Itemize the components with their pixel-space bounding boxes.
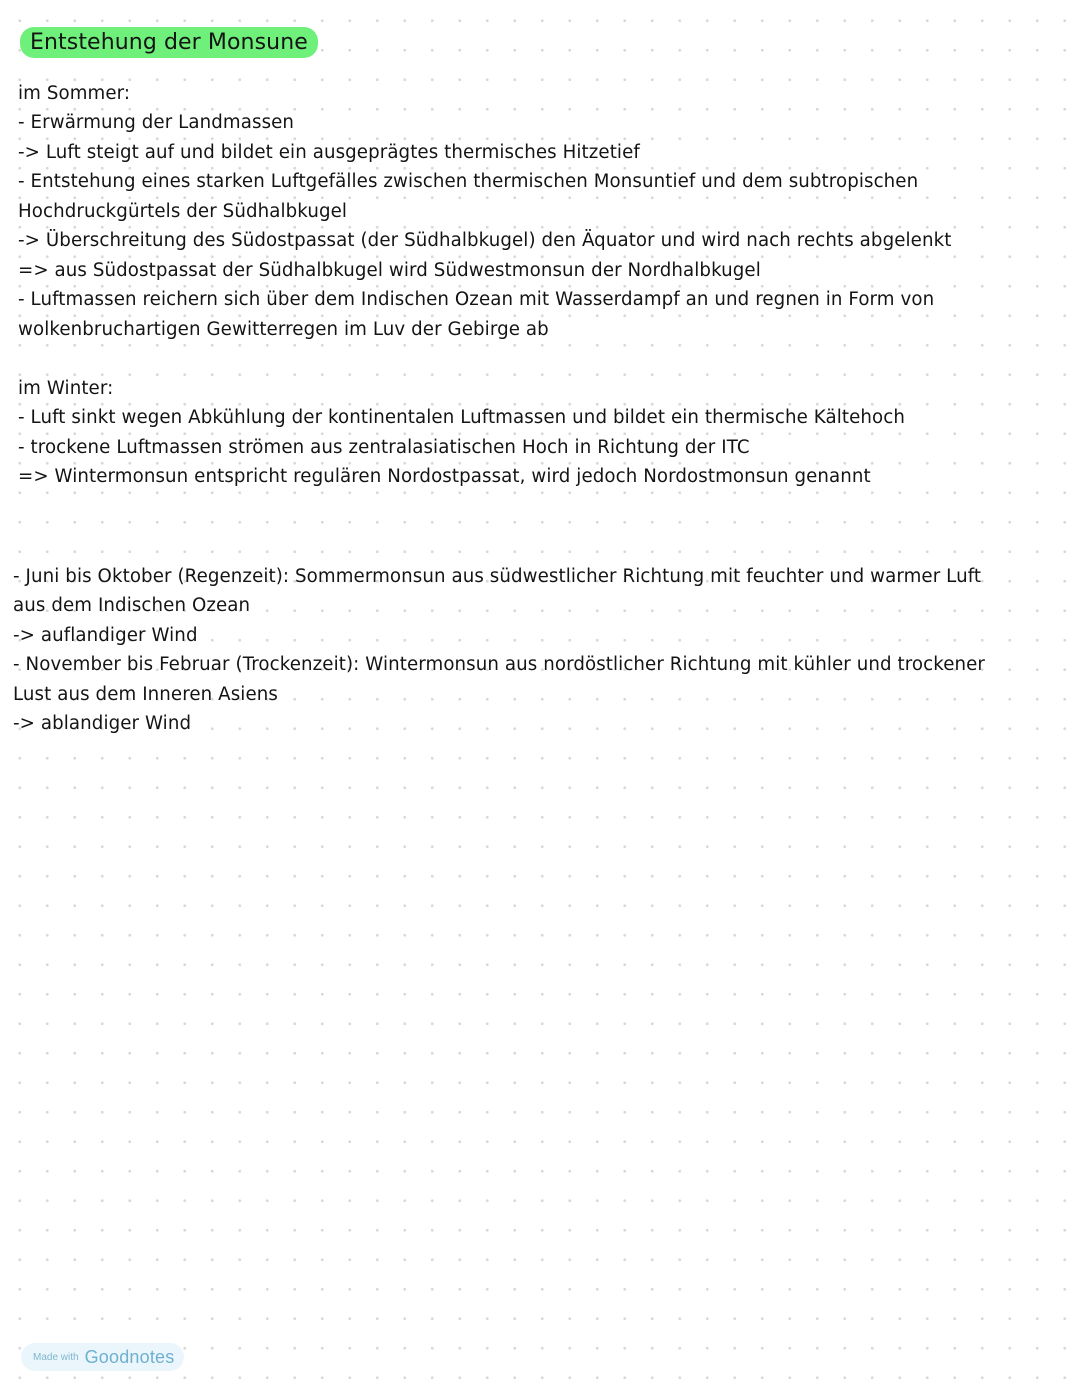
- summer-line: -> Überschreitung des Südostpassat (der Südhalbkugel) den Äquator und wird nach rechts abgelenkt: [18, 230, 952, 251]
- winter-line: - trockene Luftmassen strömen aus zentralasiatischen Hoch in Richtung der ITC: [18, 437, 750, 458]
- seasons-line: - Juni bis Oktober (Regenzeit): Sommermonsun aus südwestlicher Richtung mit feuchter und warmer Luft: [13, 566, 982, 587]
- winter-line: => Wintermonsun entspricht regulären Nordostpassat, wird jedoch Nordostmonsun genannt: [18, 466, 871, 487]
- summer-heading: im Sommer:: [18, 83, 131, 104]
- seasons-line: - November bis Februar (Trockenzeit): Wintermonsun aus nordöstlicher Richtung mit kühler und trockener: [13, 654, 986, 675]
- summer-line: => aus Südostpassat der Südhalbkugel wird Südwestmonsun der Nordhalbkugel: [18, 260, 761, 281]
- summer-line: -> Luft steigt auf und bildet ein ausgeprägtes thermisches Hitzetief: [18, 142, 640, 163]
- seasons-line: aus dem Indischen Ozean: [13, 595, 251, 616]
- summer-line: wolkenbruchartigen Gewitterregen im Luv der Gebirge ab: [18, 319, 549, 340]
- summer-line: - Luftmassen reichern sich über dem Indischen Ozean mit Wasserdampf an und regnen in Form von: [18, 289, 935, 310]
- summer-line: Hochdruckgürtels der Südhalbkugel: [18, 201, 348, 222]
- seasons-line: Lust aus dem Inneren Asiens: [13, 684, 278, 705]
- winter-line: - Luft sinkt wegen Abkühlung der kontinentalen Luftmassen und bildet ein thermische Kältehoch: [18, 407, 905, 428]
- seasons-line: -> auflandiger Wind: [13, 625, 198, 646]
- summer-line: - Entstehung eines starken Luftgefälles zwischen thermischen Monsuntief und dem subtropischen: [18, 171, 919, 192]
- summer-line: - Erwärmung der Landmassen: [18, 112, 295, 133]
- goodnotes-logo: Goodnotes: [84, 1346, 175, 1367]
- seasons-line: -> ablandiger Wind: [13, 713, 192, 734]
- winter-heading: im Winter:: [18, 378, 114, 399]
- badge-made-with: Made with: [33, 1351, 79, 1363]
- title-highlight: [20, 27, 318, 58]
- page-title: Entstehung der Monsune: [20, 27, 318, 58]
- goodnotes-badge: [21, 1343, 184, 1371]
